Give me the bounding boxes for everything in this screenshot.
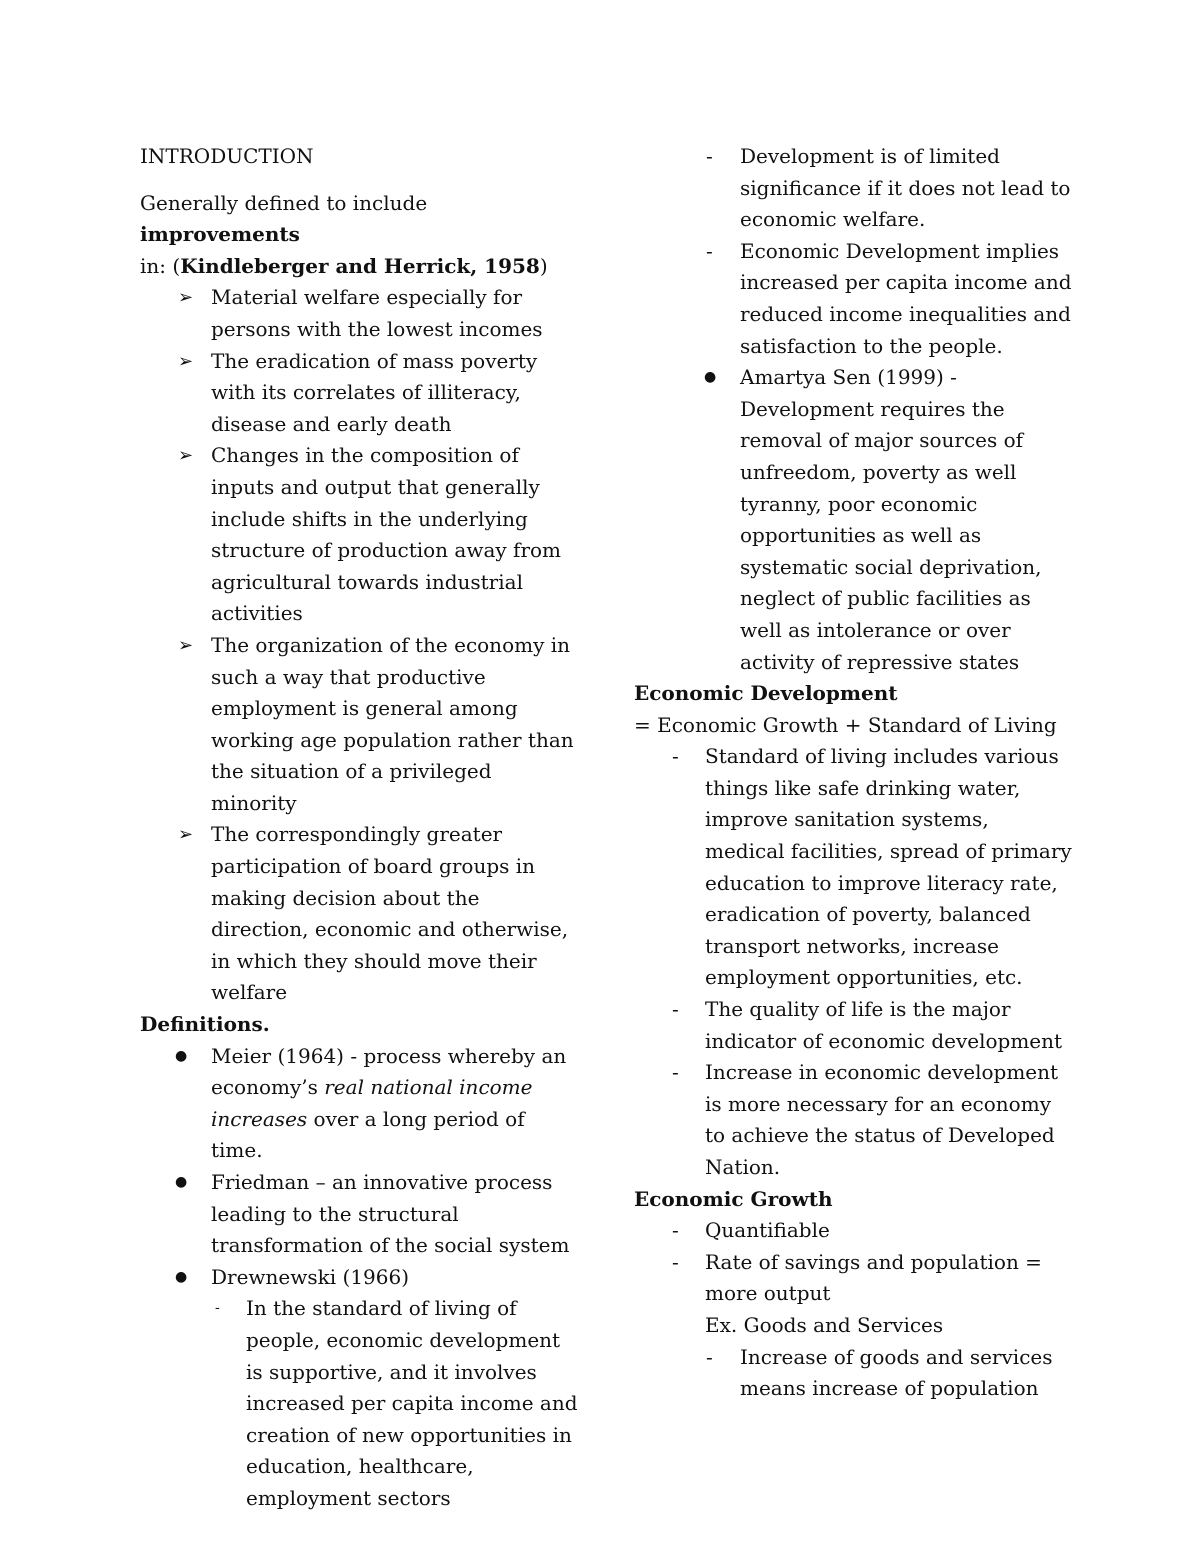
- definitions-list: [140, 1041, 580, 1515]
- intro-list: [140, 282, 580, 1009]
- arrow-bullet-icon: ➢: [178, 824, 194, 846]
- list-item: - Increase of goods and services means increase of population: [634, 1342, 1074, 1405]
- list-item: ➢ The organization of the economy in such a way that productive employment is general among working age population rather than the situation of a privileged minority: [140, 630, 580, 820]
- arrow-bullet-icon: ➢: [178, 634, 194, 656]
- list-item: - The quality of life is the major indicator of economic development: [634, 994, 1074, 1057]
- dot-bullet-icon: ●: [175, 1174, 188, 1190]
- list-item: ● Meier (1964) - process whereby an economy’s real national income increases over a long period of time.: [140, 1041, 580, 1167]
- list-item: ➢ The correspondingly greater participation of board groups in making decision about the direction, economic and otherwise, in which they should move their welfare: [140, 819, 580, 1009]
- dot-bullet-icon: ●: [175, 1047, 188, 1064]
- section-title-economic-growth: Economic Growth: [634, 1186, 833, 1211]
- arrow-bullet-icon: ➢: [178, 350, 194, 372]
- economic-development-equation: = Economic Growth + Standard of Living: [634, 712, 1057, 737]
- section-title-definitions: Definitions.: [140, 1012, 270, 1037]
- list-item: - Rate of savings and population = more output: [634, 1247, 1074, 1310]
- dash-bullet-icon: -: [706, 238, 713, 263]
- list-item: ● Drewnewski (1966) - In the standard of living of people, economic development is supportive, and it involves increased per capita income and creation of new opportunities in education, healthcare, employment sectors: [140, 1262, 580, 1515]
- dash-bullet-icon: -: [706, 144, 713, 168]
- dash-bullet-icon: -: [672, 1249, 679, 1274]
- list-item: ● Amartya Sen (1999) - Development requires the removal of major sources of unfreedom, poverty as well tyranny, poor economic opportunities as well as systematic social deprivation, neglect of public facilities as well as intolerance or over activity of repressive states: [634, 362, 1074, 678]
- dash-bullet-icon: -: [672, 744, 679, 769]
- arrow-bullet-icon: ➢: [178, 287, 194, 309]
- drewnewski-sublist: [211, 1293, 580, 1514]
- right-column: [634, 141, 1074, 1405]
- sen-list: [634, 362, 1074, 678]
- dash-bullet-icon: -: [706, 1344, 713, 1369]
- dot-bullet-icon: ●: [175, 1268, 188, 1285]
- economic-development-list: [634, 741, 1074, 1183]
- left-column: [140, 141, 580, 1515]
- list-item: ➢ Material welfare especially for persons with the lowest incomes: [140, 282, 580, 345]
- citation: Kindleberger and Herrick, 1958: [180, 253, 540, 278]
- list-item: - Quantifiable: [634, 1215, 1074, 1247]
- list-item: - Economic Development implies increased per capita income and reduced income inequalities and satisfaction to the people.: [634, 236, 1074, 362]
- list-item: ● Friedman – an innovative process leading to the structural transformation of the social system: [140, 1167, 580, 1262]
- list-item: ➢ Changes in the composition of inputs and output that generally include shifts in the underlying structure of production away from agricultural towards industrial activities: [140, 440, 580, 630]
- intro-lead: Generally defined to include improvements in: (Kindleberger and Herrick, 1958): [140, 190, 548, 278]
- list-item: ➢ The eradication of mass poverty with its correlates of illiteracy, disease and early death: [140, 346, 580, 441]
- economic-growth-example: Ex. Goods and Services: [705, 1312, 944, 1337]
- section-title-introduction: INTRODUCTION: [140, 144, 314, 168]
- economic-growth-sublist: [634, 1342, 1074, 1405]
- list-item: - Standard of living includes various things like safe drinking water, improve sanitation systems, medical facilities, spread of primary education to improve literacy rate, eradication of poverty, balanced transport networks, increase employment opportunities, etc.: [634, 741, 1074, 994]
- development-notes-list: [634, 141, 1074, 362]
- arrow-bullet-icon: ➢: [178, 445, 194, 467]
- list-item: - In the standard of living of people, economic development is supportive, and it involves increased per capita income and creation of new opportunities in education, healthcare, employment sectors: [211, 1293, 580, 1514]
- section-title-economic-development: Economic Development: [634, 681, 898, 706]
- list-item: - Increase in economic development is more necessary for an economy to achieve the status of Developed Nation.: [634, 1057, 1074, 1183]
- dash-bullet-icon: -: [672, 1060, 679, 1085]
- list-item: - Development is of limited significance if it does not lead to economic welfare.: [634, 141, 1074, 236]
- dash-bullet-icon: -: [672, 1218, 679, 1243]
- dot-bullet-icon: ●: [704, 369, 717, 386]
- economic-growth-list: [634, 1215, 1074, 1310]
- dash-bullet-icon: -: [672, 997, 679, 1022]
- dash-bullet-icon: -: [215, 1300, 220, 1317]
